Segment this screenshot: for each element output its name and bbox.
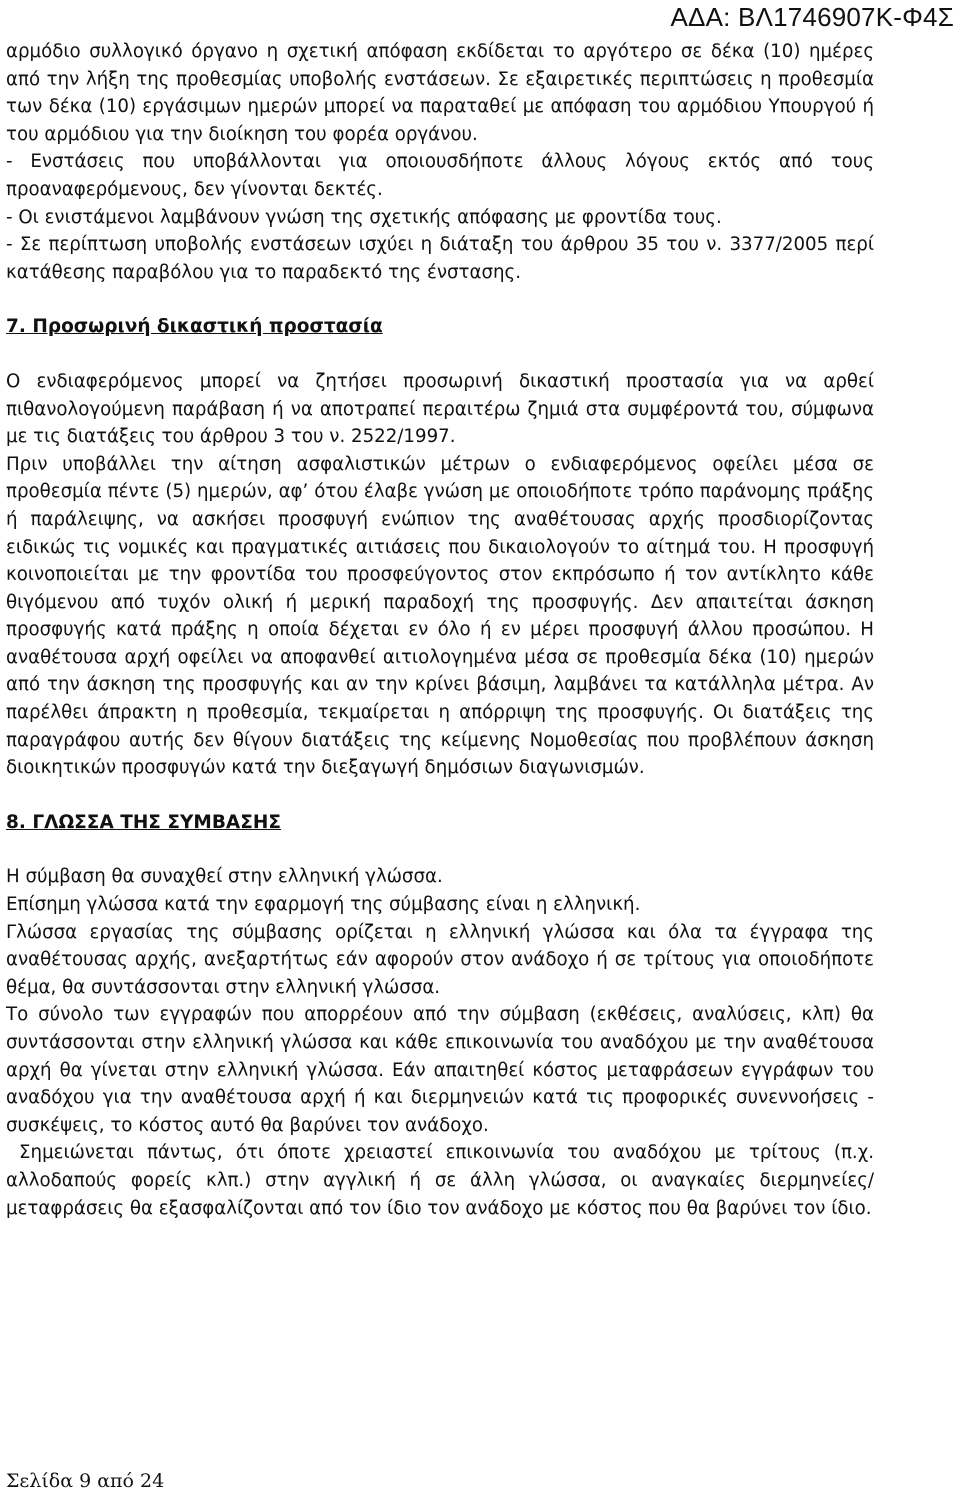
section-8-paragraph-2: Το σύνολο των εγγραφών που απορρέουν από την σύμβαση (εκθέσεις, αναλύσεις, κλπ) θα συντάσσονται στην ελληνική γλώσσα και κάθε επικοινωνία του αναδόχου με την αναθέτουσα αρχή θα γίνεται στην ελληνική γλώσσα. Εάν απαιτηθεί κόστος μεταφράσεων εγγράφων του αναδόχου για την αναθέτουσα αρχή ή και διερμηνειών κατά τις προφορικές συνεννοήσεις - συσκέψεις, το κόστος αυτό θα βαρύνει τον ανάδοχο. <box>6 1004 874 1136</box>
objections-bullet-other-reasons: - Ενστάσεις που υποβάλλονται για οποιουσδήποτε άλλους λόγους εκτός από τους προαναφερόμενους, δεν γίνονται δεκτές. <box>6 151 874 200</box>
section-8-line-2: Επίσημη γλώσσα κατά την εφαρμογή της σύμβασης είναι η ελληνική. <box>6 894 641 916</box>
document-body <box>6 38 880 1222</box>
page-number-footer: Σελίδα 9 από 24 <box>6 1470 165 1492</box>
section-7-paragraph-1: Ο ενδιαφερόμενος μπορεί να ζητήσει προσωρινή δικαστική προστασία για να αρθεί πιθανολογούμενη παράβαση ή να αποτραπεί περαιτέρω ζημιά στα συμφέροντά του, σύμφωνα με τις διατάξεις του άρθρου 3 του ν. 2522/1997. <box>6 370 874 448</box>
objections-bullet-notice: - Οι ενιστάμενοι λαμβάνουν γνώση της σχετικής απόφασης με φροντίδα τους. <box>6 206 722 228</box>
section-8-line-1: Η σύμβαση θα συναχθεί στην ελληνική γλώσσα. <box>6 866 443 888</box>
section-8-paragraph-1: Γλώσσα εργασίας της σύμβασης ορίζεται η ελληνική γλώσσα και όλα τα έγγραφα της αναθέτουσας αρχής, ανεξαρτήτως εάν αφορούν στον ανάδοχο ή σε τρίτους για οποιοδήποτε θέμα, θα συντάσσονται στην ελληνική γλώσσα. <box>6 921 874 998</box>
objections-intro-paragraph: αρμόδιο συλλογικό όργανο η σχετική απόφαση εκδίδεται το αργότερο σε δέκα (10) ημέρες από την λήξη της προθεσμίας υποβολής ενστάσεων. Σε εξαιρετικές περιπτώσεις η προθεσμία των δέκα (10) εργάσιμων ημερών μπορεί να παραταθεί με απόφαση του αρμόδιου Υπουργού ή του αρμόδιου για την διοίκηση του φορέα οργάνου. <box>6 41 874 145</box>
section-8-heading: 8. ΓΛΩΣΣΑ ΤΗΣ ΣΥΜΒΑΣΗΣ <box>6 811 282 833</box>
section-7-paragraph-2: Πριν υποβάλλει την αίτηση ασφαλιστικών μέτρων ο ενδιαφερόμενος οφείλει μέσα σε προθεσμία πέντε (5) ημερών, αφ’ ότου έλαβε γνώση με οποιοδήποτε τρόπο παράνομης πράξης ή παράλειψης, να ασκήσει προσφυγή ενώπιον της αναθέτουσας αρχής προσδιορίζοντας ειδικώς τις νομικές και πραγματικές αιτιάσεις που δικαιολογούν το αίτημά του. Η προσφυγή κοινοποιείται με την φροντίδα του προσφεύγοντος στον εκπρόσωπο ή τον αντίκλητο κάθε θιγόμενου από τυχόν ολική ή μερική παραδοχή της προσφυγής. Δεν απαιτείται άσκηση προσφυγής κατά πράξης η οποία δέχεται εν όλο ή εν μέρει προσφυγή άλλου προσώπου. Η αναθέτουσα αρχή οφείλει να αποφανθεί αιτιολογημένα μέσα σε προθεσμία δέκα (10) ημερών από την άσκηση της προσφυγής και αν την κρίνει βάσιμη, λαμβάνει τα κατάλληλα μέτρα. Αν παρέλθει άπρακτη η προθεσμία, τεκμαίρεται η απόρριψη της προσφυγής. Οι διατάξεις της παραγράφου αυτής δεν θίγουν διατάξεις της κείμενης Νομοθεσίας που προβλέπουν άσκηση διοικητικών προσφυγών κατά την διεξαγωγή δημόσιων διαγωνισμών. <box>6 453 874 779</box>
objections-bullet-fee: - Σε περίπτωση υποβολής ενστάσεων ισχύει η διάταξη του άρθρου 35 του ν. 3377/2005 περί κατάθεσης παραβόλου για το παραδεκτό της ένστασης. <box>6 234 874 283</box>
ada-code: ΑΔΑ: ΒΛ1746907Κ-Φ4Σ <box>670 2 954 32</box>
section-7-heading: 7. Προσωρινή δικαστική προστασία <box>6 316 383 338</box>
section-8-paragraph-3: Σημειώνεται πάντως, ότι όποτε χρειαστεί επικοινωνία του αναδόχου με τρίτους (π.χ. αλλοδαπούς φορείς κλπ.) στην αγγλική ή σε άλλη γλώσσα, οι αναγκαίες διερμηνείες/μεταφράσεις θα εξασφαλίζονται από τον ίδιο τον ανάδοχο με κόστος που θα βαρύνει τον ίδιο. <box>6 1142 880 1219</box>
